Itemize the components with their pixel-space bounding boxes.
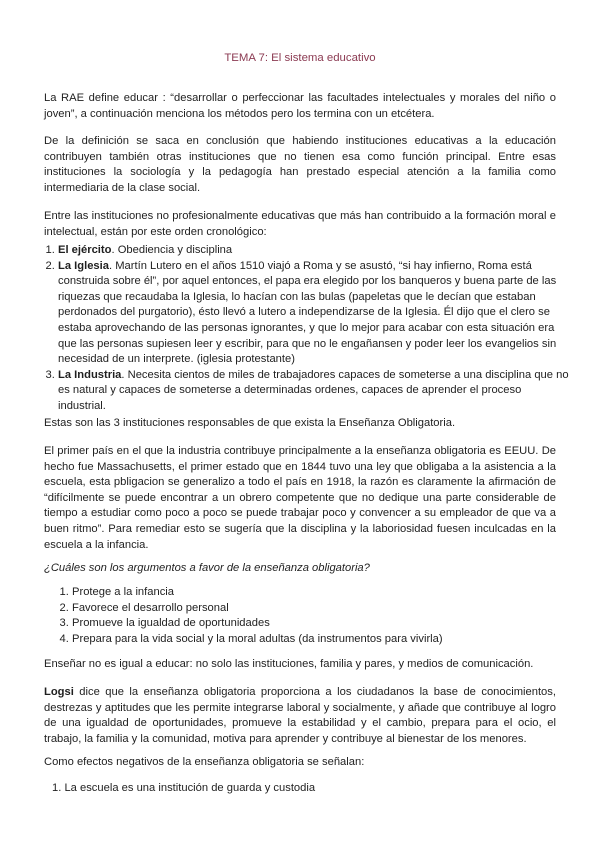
list-item: 1. Protege a la infancia bbox=[72, 585, 584, 601]
list-item bbox=[58, 259, 570, 368]
paragraph-negative-effects: Como efectos negativos de la enseñanza obligatoria se señalan: bbox=[44, 756, 365, 768]
institution-text: . Martín Lutero en el años 1510 viajó a Roma y se asustó, “si hay infierno, Roma está construida sobre él”, por aquel entonces, el papa era elegido por los banqueros y buena parte de las riquezas que recaudaba la Iglesia, lo hacían con las bulas (papeletas que le decían que estaban perdonados del purgatorio), ésto llevó a lutero a independizarse de la Iglesia. Él dijo que el clero se estaba aprovechando de las personas ignorantes, y que lo mejor para acabar con esta situación era que las personas supiesen leer y escribir, para que no le engañansen y poder leer los evangelios sin necesidad de un interprete. (iglesia protestante) bbox=[58, 259, 557, 366]
page-title: TEMA 7: El sistema educativo bbox=[224, 52, 376, 64]
paragraph-ensenar-educar: Enseñar no es igual a educar: no solo las instituciones, familia y pares, y medios de comunicación. bbox=[44, 658, 534, 670]
paragraph-definition-conclusion: De la definición se saca en conclusión que habiendo instituciones educativas a la educación contribuyen también otras instituciones que no tienen esa como función principal. Entre esas instituciones la sociología y la pedagogía han prestado especial atención a la familia como intermediaria de la clase social. bbox=[44, 135, 556, 194]
list-item bbox=[58, 243, 570, 259]
list-item: 4. Prepara para la vida social y la moral adultas (da instrumentos para vivirla) bbox=[72, 632, 584, 648]
logsi-name: Logsi bbox=[44, 686, 74, 698]
logsi-text: dice que la enseñanza obligatoria proporciona a los ciudadanos la base de conocimientos, destrezas y aptitudes que les permite integrarse laboral y socialmente, y añade que contribuye al logro de una igualdad de oportunidades, promueve la estabilidad y el cambio, prepara para el ocio, el trabajo, la familia y la comunidad, motiva para aprender y contribuye al bienestar de los menores. bbox=[44, 686, 556, 745]
question-heading: ¿Cuáles son los argumentos a favor de la enseñanza obligatoria? bbox=[44, 562, 370, 574]
institution-name: La Iglesia bbox=[58, 259, 109, 272]
arguments-list bbox=[44, 585, 584, 647]
institution-name: El ejército bbox=[58, 244, 112, 256]
list-item bbox=[58, 368, 570, 415]
list-item: 3. Promueve la igualdad de oportunidades bbox=[72, 616, 584, 632]
paragraph-logsi bbox=[44, 685, 556, 747]
negative-effect-item: 1. La escuela es una institución de guarda y custodia bbox=[52, 782, 316, 794]
list-item: 2. Favorece el desarrollo personal bbox=[72, 601, 584, 617]
institution-name: La Industria bbox=[58, 368, 122, 381]
institution-text: . Necesita cientos de miles de trabajadores capaces de someterse a una disciplina que no es natural y capaces de someterse a determinadas ordenes, capaces de aprender el proceso industrial. bbox=[58, 368, 569, 412]
paragraph-eeuu: El primer país en el que la industria contribuye principalmente a la enseñanza obligatoria es EEUU. De hecho fue Massachusetts, el primer estado que en 1844 tuvo una ley que obligaba a la asistencia a la escuela, esta pbligacion se generalizo a todo el país en 1918, la razón es claramente la afirmación de “difícilmente se puede encontrar a un obrero competente que no dedique una parte considerable de tiempo a estudiar como poco a poco se puede trabajar poco y convencer a su empleador de que va a buen ritmo”. Para remediar esto se sugería que la disciplina y la laboriosidad fuesen inculcadas en la escuela a la infancia. bbox=[44, 445, 556, 551]
institutions-list bbox=[44, 243, 570, 415]
paragraph-institutions-intro: Entre las instituciones no profesionalmente educativas que más han contribuido a la formación moral e intelectual, están por este orden cronológico: bbox=[44, 210, 556, 238]
institution-text: . Obediencia y disciplina bbox=[111, 244, 233, 256]
paragraph-rae-definition: La RAE define educar : “desarrollar o perfeccionar las facultades intelectuales y morales del niño o joven”, a continuación menciona los métodos pero los termina con un etcétera. bbox=[44, 92, 556, 120]
paragraph-three-institutions: Estas son las 3 instituciones responsables de que exista la Enseñanza Obligatoria. bbox=[44, 417, 456, 429]
